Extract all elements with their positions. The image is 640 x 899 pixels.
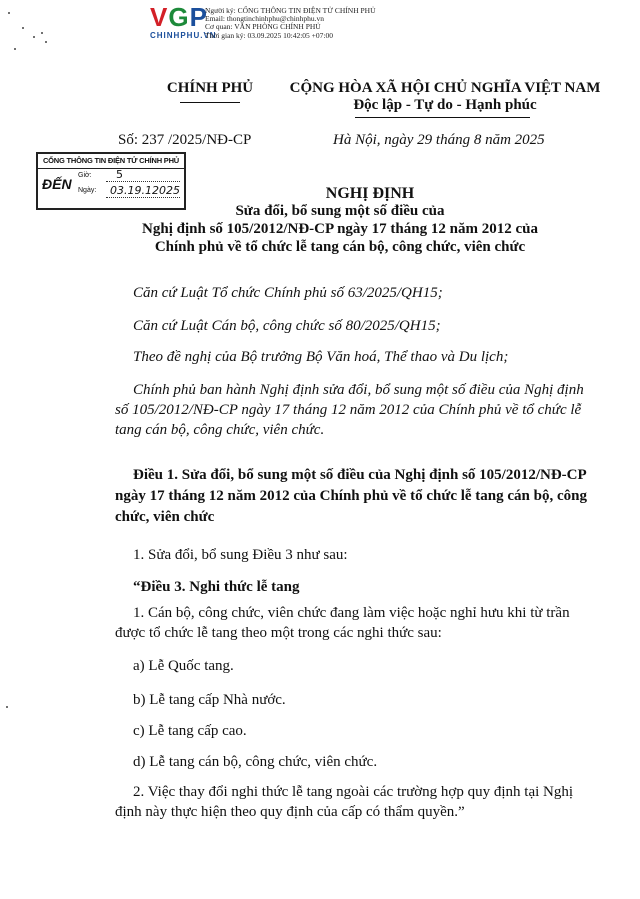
item-1: 1. Sửa đổi, bổ sung Điều 3 như sau: [133, 547, 348, 563]
logo-letter-p: P [189, 2, 208, 32]
legal-basis-1: Căn cứ Luật Tổ chức Chính phủ số 63/2025/QH15; [133, 285, 443, 301]
promulgation-statement: Chính phủ ban hành Nghị định sửa đổi, bổ sung một số điều của Nghị định số 105/2012/NĐ-CP ngày 17 tháng 12 năm 2012 của Chính phủ về tổ chức lễ tang cán bộ, công chức, viên chức. [115, 382, 584, 438]
point-a: a) Lễ Quốc tang. [133, 658, 234, 674]
logo-letter-v: V [150, 2, 169, 32]
signature-line: Người ký: CỔNG THÔNG TIN ĐIỆN TỬ CHÍNH PHỦ [205, 6, 376, 15]
clause-2: 2. Việc thay đổi nghi thức lễ tang ngoài các trường hợp quy định tại Nghị định này thực hiện theo quy định của cấp có thẩm quyền.” [115, 784, 574, 820]
legal-basis-3: Theo đề nghị của Bộ trưởng Bộ Văn hoá, Thể thao và Du lịch; [133, 349, 509, 365]
stamp-time-line [106, 181, 180, 182]
issuing-agency: CHÍNH PHỦ [166, 80, 254, 96]
document-number: Số: 237 /2025/NĐ-CP [118, 132, 252, 148]
legal-basis-2: Căn cứ Luật Cán bộ, công chức số 80/2025/QH15; [133, 318, 441, 334]
digital-signature-info [205, 7, 376, 40]
stamp-header: CỔNG THÔNG TIN ĐIỆN TỬ CHÍNH PHỦ [38, 154, 184, 169]
article-1-heading: Điều 1. Sửa đổi, bổ sung một số điều của Nghị định số 105/2012/NĐ-CP ngày 17 tháng 12 năm 2012 của Chính phủ về tổ chức lễ tang cán bộ, công chức, viên chức [115, 467, 587, 525]
stamp-date-label: Ngày: [78, 187, 97, 194]
document-title: NGHỊ ĐỊNH [325, 185, 415, 202]
agency-underline [180, 102, 240, 103]
title-subline-2: Nghị định số 105/2012/NĐ-CP ngày 17 tháng 12 năm 2012 của [142, 221, 538, 237]
signature-line: Cơ quan: VĂN PHÒNG CHÍNH PHỦ [205, 22, 321, 32]
point-d: d) Lễ tang cán bộ, công chức, viên chức. [133, 754, 378, 770]
title-subline-3: Chính phủ về tổ chức lễ tang cán bộ, công chức, viên chức [154, 239, 526, 255]
clause-1: 1. Cán bộ, công chức, viên chức đang làm việc hoặc nghỉ hưu khi từ trần được tổ chức lễ tang theo một trong các nghi thức sau: [115, 605, 570, 641]
stamp-time-value: 5 [116, 168, 123, 181]
signature-line: Email: thongtinchinhphu@chinhphu.vn [205, 14, 324, 24]
scan-specks [0, 0, 60, 60]
motto-underline [355, 117, 530, 118]
title-subline-1: Sửa đổi, bổ sung một số điều của [235, 203, 445, 219]
stamp-time-label: Giờ: [78, 172, 92, 179]
stamp-date-value: 03.19.12025 [110, 184, 180, 197]
logo-letter-g: G [168, 2, 190, 32]
vgp-logo-mark [150, 4, 208, 30]
point-c: c) Lễ tang cấp cao. [133, 723, 247, 739]
national-motto: Độc lập - Tự do - Hạnh phúc [353, 97, 537, 113]
place-and-date: Hà Nội, ngày 29 tháng 8 năm 2025 [333, 132, 545, 148]
national-title: CỘNG HÒA XÃ HỘI CHỦ NGHĨA VIỆT NAM [289, 80, 601, 96]
stamp-den-label: ĐẾN [42, 176, 72, 192]
signature-line: Thời gian ký: 03.09.2025 10:42:05 +07:00 [205, 30, 333, 40]
point-b: b) Lễ tang cấp Nhà nước. [133, 692, 286, 708]
article-3-title: “Điều 3. Nghi thức lễ tang [133, 579, 300, 595]
vgp-logo [150, 4, 380, 40]
logo-subtitle: CHINHPHU.VN [150, 31, 217, 40]
